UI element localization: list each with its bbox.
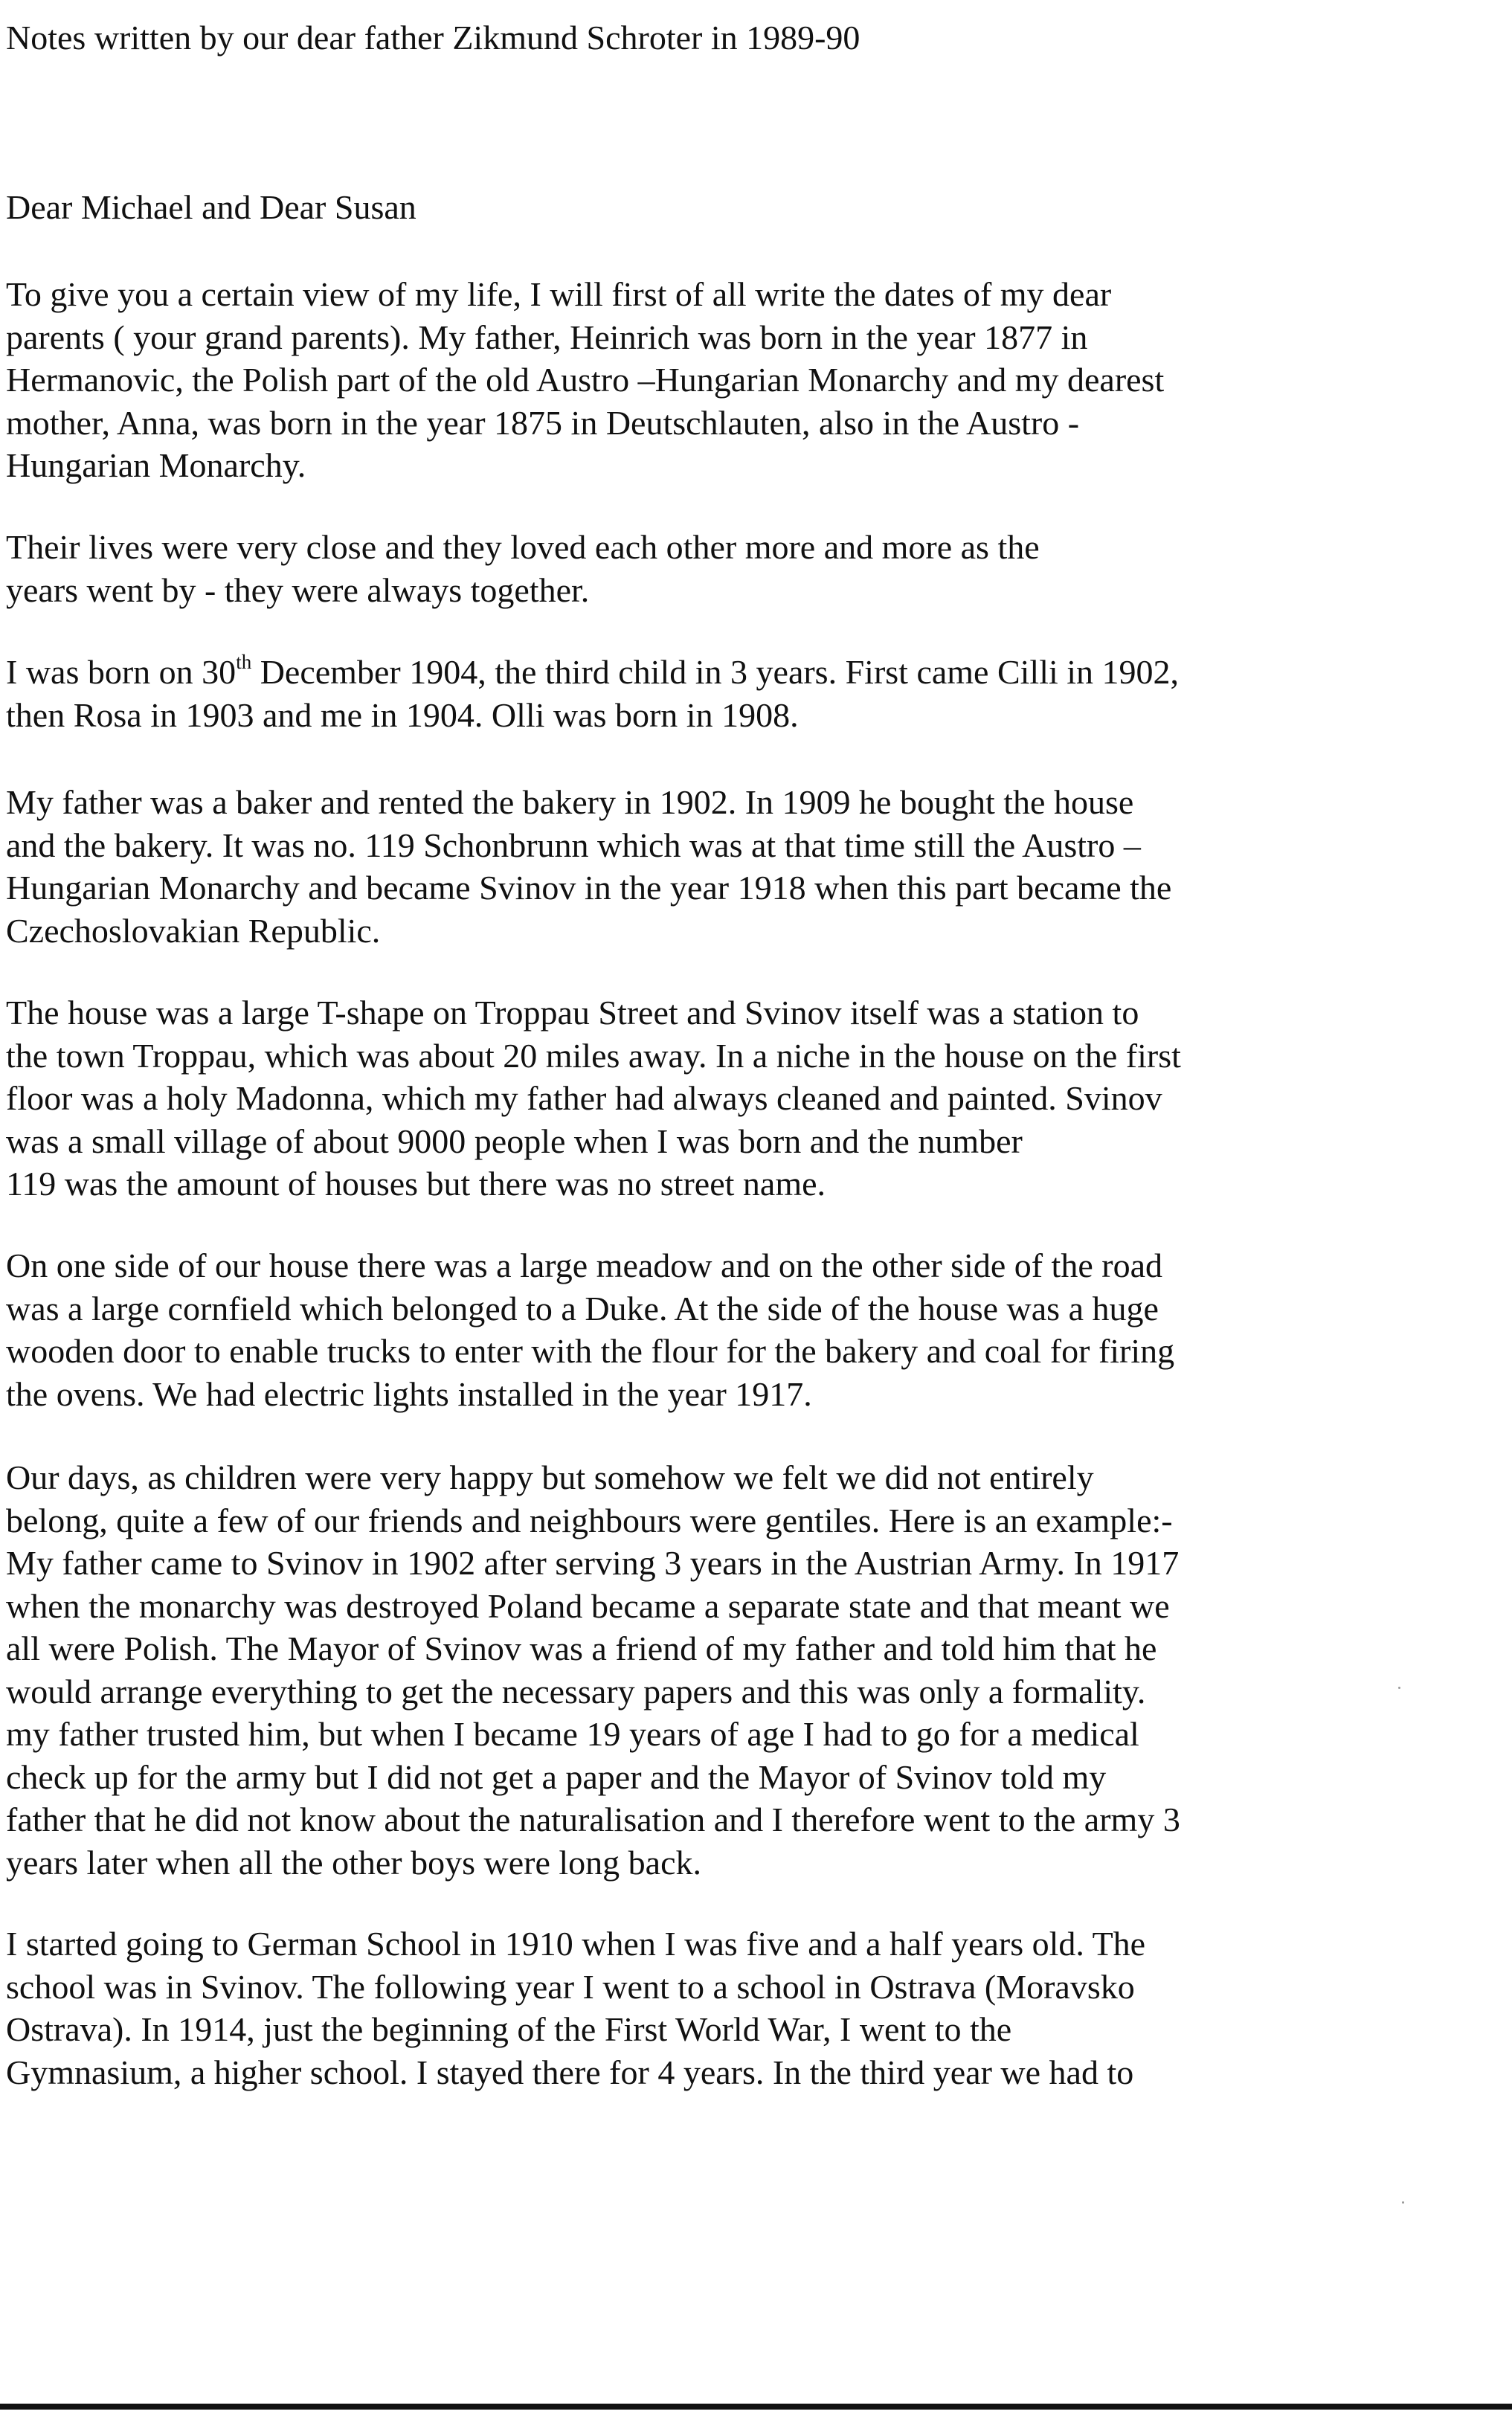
paragraph-bakery — [6, 781, 1171, 952]
text-segment: December 1904, the third child in 3 years. First came Cilli in 1902, — [251, 653, 1180, 691]
text-line: was a small village of about 9000 people when I was born and the number — [6, 1121, 1023, 1160]
bottom-scan-rule — [0, 2404, 1512, 2410]
document-title: Notes written by our dear father Zikmund Schroter in 1989-90 — [6, 19, 860, 57]
text-line: then Rosa in 1903 and me in 1904. Olli was born in 1908. — [6, 695, 799, 734]
text-line: father that he did not know about the naturalisation and I therefore went to the army 3 — [6, 1800, 1180, 1838]
scan-speck — [1402, 2201, 1404, 2204]
text-line: Hermanovic, the Polish part of the old Austro –Hungarian Monarchy and my dearest — [6, 361, 1165, 399]
text-line: floor was a holy Madonna, which my father had always cleaned and painted. Svinov — [6, 1079, 1162, 1117]
paragraph-parents — [6, 273, 1164, 487]
text-line: The house was a large T-shape on Troppau Street and Svinov itself was a station to — [6, 994, 1139, 1032]
text-line: the ovens. We had electric lights installed in the year 1917. — [6, 1374, 812, 1413]
text-line: Ostrava). In 1914, just the beginning of the First World War, I went to the — [6, 2010, 1012, 2048]
text-line: years went by - they were always together. — [6, 570, 590, 609]
text-line: my father trusted him, but when I became 19 years of age I had to go for a medical — [6, 1715, 1139, 1753]
paragraph-school — [6, 1922, 1145, 2094]
text-line: parents ( your grand parents). My father, Heinrich was born in the year 1877 in — [6, 318, 1088, 356]
text-line: mother, Anna, was born in the year 1875 in Deutschlauten, also in the Austro - — [6, 403, 1080, 442]
text-line: Gymnasium, a higher school. I stayed there for 4 years. In the third year we had to — [6, 2053, 1134, 2091]
text-line: would arrange everything to get the necessary papers and this was only a formality. — [6, 1672, 1146, 1711]
text-line: Hungarian Monarchy. — [6, 446, 306, 484]
text-line: school was in Svinov. The following year I went to a school in Ostrava (Moravsko — [6, 1967, 1135, 2006]
text-line: To give you a certain view of my life, I will first of all write the dates of my dear — [6, 275, 1112, 313]
text-line: wooden door to enable trucks to enter with the flour for the bakery and coal for firing — [6, 1332, 1175, 1370]
text-line: My father came to Svinov in 1902 after serving 3 years in the Austrian Army. In 1917 — [6, 1544, 1180, 1582]
text-line: I started going to German School in 1910 when I was five and a half years old. The — [6, 1925, 1146, 1963]
text-line: check up for the army but I did not get a paper and the Mayor of Svinov told my — [6, 1757, 1107, 1796]
text-line: Hungarian Monarchy and became Svinov in the year 1918 when this part became the — [6, 869, 1172, 907]
paragraph-childhood — [6, 1456, 1180, 1884]
paragraph-birth — [6, 651, 1179, 736]
paragraph-house — [6, 991, 1181, 1206]
text-line: My father was a baker and rented the bakery in 1902. In 1909 he bought the house — [6, 783, 1134, 821]
text-line: the town Troppau, which was about 20 miles away. In a niche in the house on the first — [6, 1036, 1181, 1075]
salutation: Dear Michael and Dear Susan — [6, 188, 416, 226]
scan-speck — [1398, 1687, 1400, 1689]
text-line: was a large cornfield which belonged to a Duke. At the side of the house was a huge — [6, 1289, 1159, 1328]
text-line: years later when all the other boys were long back. — [6, 1843, 701, 1882]
text-line: On one side of our house there was a large meadow and on the other side of the road — [6, 1246, 1162, 1284]
text-line: belong, quite a few of our friends and neighbours were gentiles. Here is an example:- — [6, 1501, 1173, 1539]
text-line: all were Polish. The Mayor of Svinov was a friend of my father and told him that he — [6, 1629, 1157, 1667]
text-line: Our days, as children were very happy but somehow we felt we did not entirely — [6, 1458, 1094, 1496]
text-line: 119 was the amount of houses but there was no street name. — [6, 1165, 826, 1203]
text-line: and the bakery. It was no. 119 Schonbrunn which was at that time still the Austro – — [6, 826, 1141, 864]
paragraph-meadow — [6, 1244, 1174, 1415]
text-line: Their lives were very close and they loved each other more and more as the — [6, 528, 1040, 566]
text-line — [6, 651, 1179, 694]
ordinal-suffix: th — [236, 650, 252, 673]
text-segment: I was born on 30 — [6, 653, 237, 691]
text-line: Czechoslovakian Republic. — [6, 911, 381, 950]
paragraph-lives — [6, 526, 1040, 611]
text-line: when the monarchy was destroyed Poland became a separate state and that meant we — [6, 1586, 1170, 1625]
